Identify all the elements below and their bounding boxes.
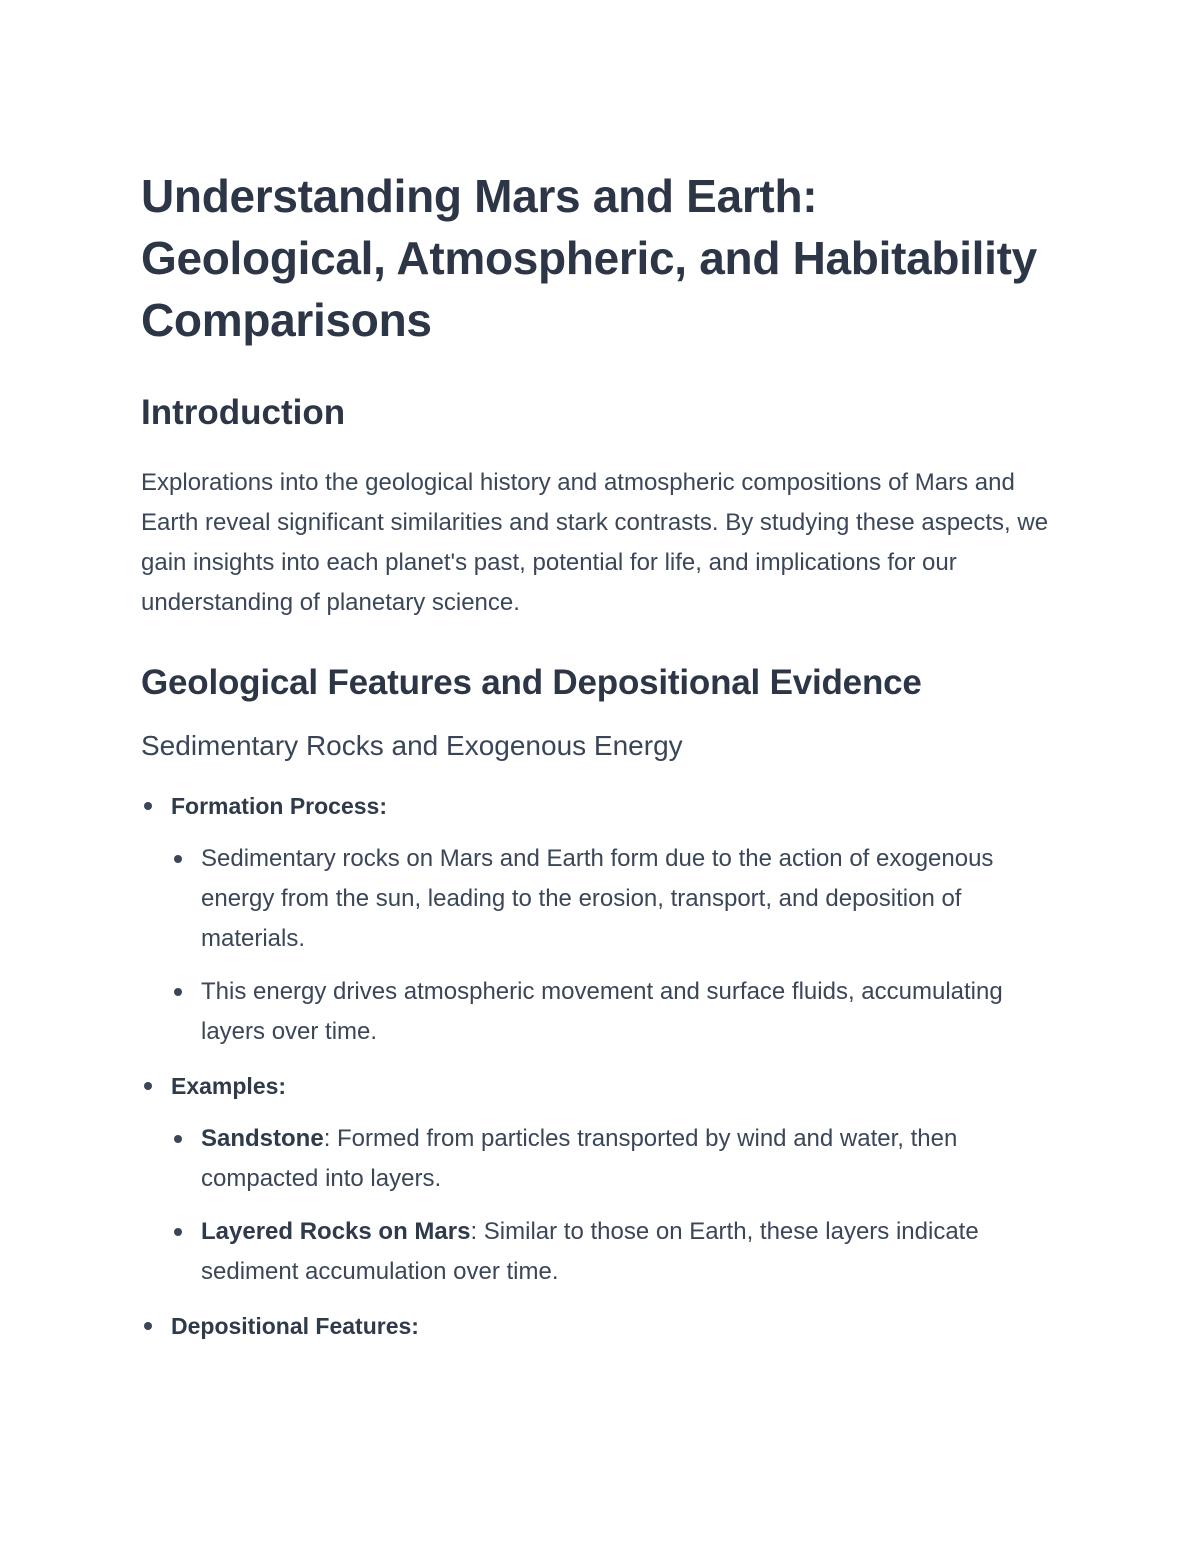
- geological-heading: Geological Features and Depositional Evidence: [141, 663, 922, 702]
- document-title: Understanding Mars and Earth: Geological, Atmospheric, and Habitability Comparisons: [141, 170, 1037, 346]
- list-item-label: Depositional Features:: [171, 1313, 419, 1339]
- introduction-paragraph: Explorations into the geological history and atmospheric compositions of Mars and Earth reveal significant similarities and stark contrasts. By studying these aspects, we gain insights into each planet's past, potential for life, and implications for our understanding of planetary science.: [141, 469, 1049, 616]
- bullet-icon: [144, 802, 152, 810]
- sublist-item-text: This energy drives atmospheric movement and surface fluids, accumulating layers over time.: [201, 978, 1003, 1045]
- sublist-item-layered-rocks: [171, 1212, 1061, 1292]
- bullet-icon: [144, 1082, 152, 1090]
- bullet-icon: [174, 988, 182, 996]
- bullet-icon: [174, 1228, 182, 1236]
- sublist-item: [171, 839, 1061, 959]
- introduction-heading: Introduction: [141, 393, 346, 432]
- document-page: [141, 165, 1061, 1360]
- sublist-item-term: Sandstone: [201, 1125, 324, 1152]
- sublist-item-text: : Formed from particles transported by wind and water, then compacted into layers.: [201, 1125, 958, 1192]
- list-item-label: Examples:: [171, 1073, 287, 1099]
- list-item-formation-process: [141, 786, 1061, 1052]
- sublist-item-text: Sedimentary rocks on Mars and Earth form due to the action of exogenous energy from the sun, leading to the erosion, transport, and deposition of materials.: [201, 845, 994, 952]
- geological-list: [141, 786, 1061, 1346]
- list-item-label: Formation Process:: [171, 793, 387, 819]
- sublist-item-term: Layered Rocks on Mars: [201, 1218, 471, 1245]
- sublist-item: [171, 972, 1061, 1052]
- list-item-examples: [141, 1066, 1061, 1292]
- bullet-icon: [144, 1322, 152, 1330]
- examples-sublist: [171, 1119, 1061, 1292]
- formation-process-sublist: [171, 839, 1061, 1052]
- sedimentary-subheading: Sedimentary Rocks and Exogenous Energy: [141, 730, 683, 761]
- bullet-icon: [174, 1135, 182, 1143]
- bullet-icon: [174, 855, 182, 863]
- sublist-item-text: : Similar to those on Earth, these layers indicate sediment accumulation over time.: [201, 1218, 979, 1285]
- list-item-depositional-features: [141, 1306, 1061, 1346]
- sublist-item-sandstone: [171, 1119, 1061, 1199]
